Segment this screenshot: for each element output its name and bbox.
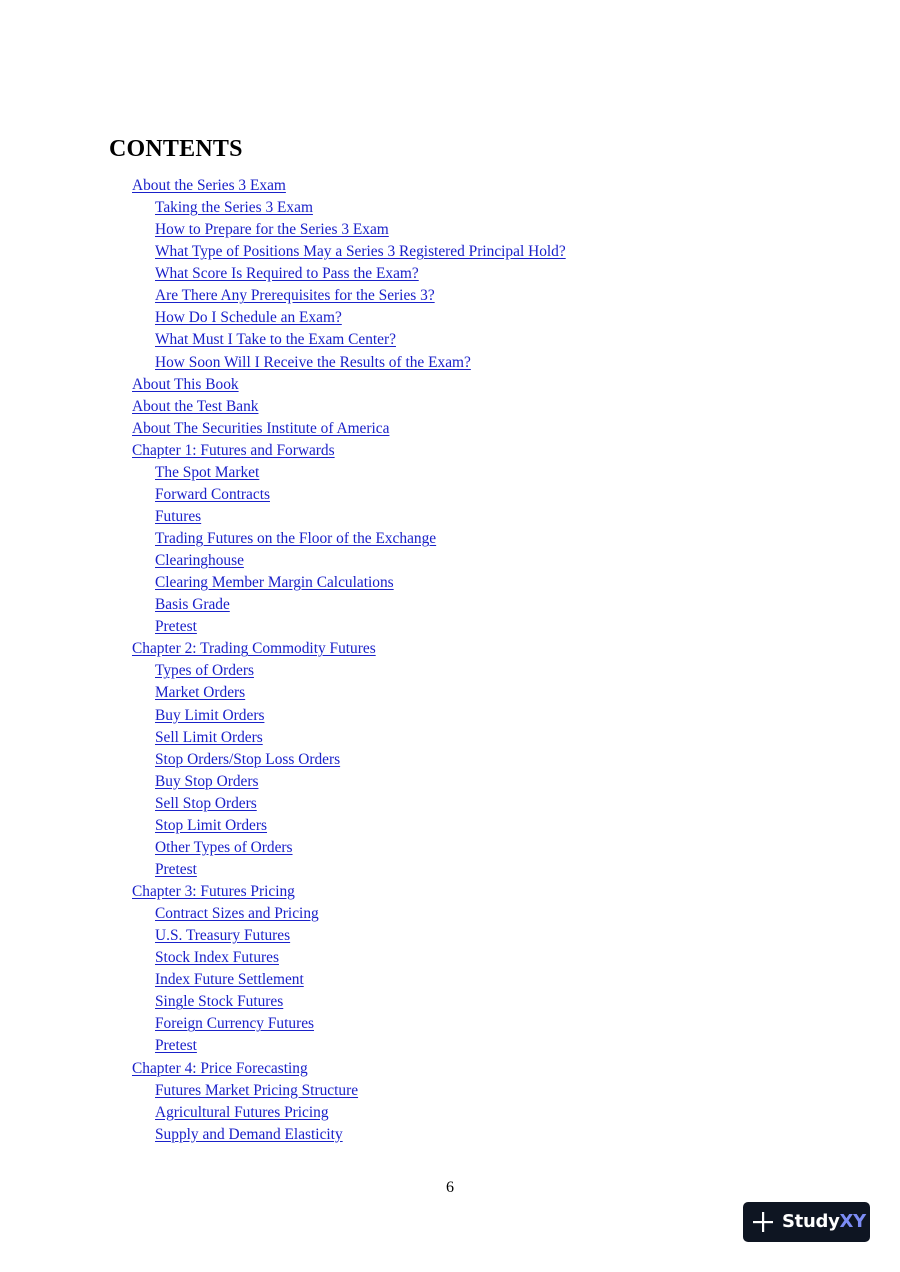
toc-link[interactable]: What Must I Take to the Exam Center? [155,331,396,349]
toc-link[interactable]: Market Orders [155,684,246,702]
toc-link[interactable]: Clearing Member Margin Calculations [155,574,394,592]
toc-subsection-entry [0,1079,900,1101]
toc-section-entry [0,417,900,439]
toc-link[interactable]: Stop Orders/Stop Loss Orders [155,750,341,768]
toc-link[interactable]: How Do I Schedule an Exam? [155,309,342,327]
toc-subsection-entry [0,1101,900,1123]
toc-subsection-entry [0,306,900,328]
toc-link[interactable]: Futures Market Pricing Structure [155,1081,359,1099]
toc-section-entry [0,637,900,659]
toc-link[interactable]: Stock Index Futures [155,949,279,967]
toc-link[interactable]: What Type of Positions May a Series 3 Registered Principal Hold? [155,243,566,261]
toc-subsection-entry [0,328,900,350]
toc-subsection-entry [0,461,900,483]
toc-link[interactable]: About The Securities Institute of America [132,419,390,437]
toc-link[interactable]: Buy Limit Orders [155,706,265,724]
brand-name-accent: XY [839,1211,866,1232]
toc-subsection-entry [0,284,900,306]
toc-subsection-entry [0,262,900,284]
toc-link[interactable]: Types of Orders [155,662,254,680]
toc-link[interactable]: Sell Limit Orders [155,728,263,746]
toc-subsection-entry [0,218,900,240]
toc-link[interactable]: Clearinghouse [155,552,244,570]
page-title: CONTENTS [109,136,243,162]
table-of-contents [0,174,900,1145]
toc-section-entry [0,880,900,902]
toc-link[interactable]: U.S. Treasury Futures [155,927,291,945]
toc-link[interactable]: Chapter 4: Price Forecasting [132,1059,308,1077]
toc-subsection-entry [0,858,900,880]
toc-link[interactable]: Are There Any Prerequisites for the Series 3? [155,287,435,305]
toc-subsection-entry [0,681,900,703]
toc-subsection-entry [0,990,900,1012]
toc-link[interactable]: Forward Contracts [155,485,270,503]
toc-subsection-entry [0,505,900,527]
toc-link[interactable]: Basis Grade [155,596,230,614]
toc-subsection-entry [0,1034,900,1056]
page-number: 6 [446,1179,454,1196]
toc-link[interactable]: Single Stock Futures [155,993,284,1011]
toc-subsection-entry [0,615,900,637]
toc-link[interactable]: Stop Limit Orders [155,816,268,834]
toc-subsection-entry [0,1012,900,1034]
toc-subsection-entry [0,836,900,858]
toc-subsection-entry [0,814,900,836]
toc-subsection-entry [0,527,900,549]
toc-subsection-entry [0,1123,900,1145]
toc-link[interactable]: Agricultural Futures Pricing [155,1103,329,1121]
toc-link[interactable]: Foreign Currency Futures [155,1015,315,1033]
toc-link[interactable]: About the Test Bank [132,397,259,415]
toc-subsection-entry [0,659,900,681]
toc-link[interactable]: Taking the Series 3 Exam [155,199,313,217]
studyxy-badge[interactable] [743,1202,870,1242]
toc-subsection-entry [0,968,900,990]
toc-subsection-entry [0,770,900,792]
toc-subsection-entry [0,792,900,814]
toc-link[interactable]: About This Book [132,375,239,393]
toc-section-entry [0,1057,900,1079]
brand-name [782,1212,866,1232]
toc-link[interactable]: How Soon Will I Receive the Results of the Exam? [155,353,471,371]
toc-link[interactable]: Index Future Settlement [155,971,304,989]
toc-subsection-entry [0,704,900,726]
toc-link[interactable]: Pretest [155,1037,197,1055]
toc-link[interactable]: The Spot Market [155,463,260,481]
brand-name-main: Study [782,1211,840,1232]
toc-subsection-entry [0,726,900,748]
toc-section-entry [0,373,900,395]
toc-link[interactable]: Contract Sizes and Pricing [155,905,319,923]
toc-link[interactable]: Buy Stop Orders [155,772,259,790]
toc-subsection-entry [0,571,900,593]
toc-link[interactable]: What Score Is Required to Pass the Exam? [155,265,419,283]
toc-link[interactable]: Pretest [155,860,197,878]
toc-section-entry [0,395,900,417]
toc-link[interactable]: How to Prepare for the Series 3 Exam [155,221,389,239]
toc-subsection-entry [0,483,900,505]
toc-link[interactable]: Supply and Demand Elasticity [155,1125,343,1143]
toc-link[interactable]: Chapter 2: Trading Commodity Futures [132,640,376,658]
plus-icon [752,1211,774,1233]
toc-link[interactable]: Trading Futures on the Floor of the Exchange [155,530,437,547]
toc-section-entry [0,439,900,461]
toc-subsection-entry [0,351,900,373]
toc-subsection-entry [0,196,900,218]
toc-subsection-entry [0,549,900,571]
toc-subsection-entry [0,748,900,770]
toc-link[interactable]: Chapter 1: Futures and Forwards [132,441,335,459]
toc-link[interactable]: Pretest [155,618,197,636]
toc-link[interactable]: Sell Stop Orders [155,794,257,812]
toc-subsection-entry [0,902,900,924]
toc-link[interactable]: About the Series 3 Exam [132,177,286,194]
toc-subsection-entry [0,240,900,262]
toc-subsection-entry [0,946,900,968]
toc-subsection-entry [0,593,900,615]
toc-section-entry [0,174,900,196]
toc-subsection-entry [0,924,900,946]
toc-link[interactable]: Chapter 3: Futures Pricing [132,883,295,900]
toc-link[interactable]: Futures [155,507,202,525]
toc-link[interactable]: Other Types of Orders [155,838,293,856]
